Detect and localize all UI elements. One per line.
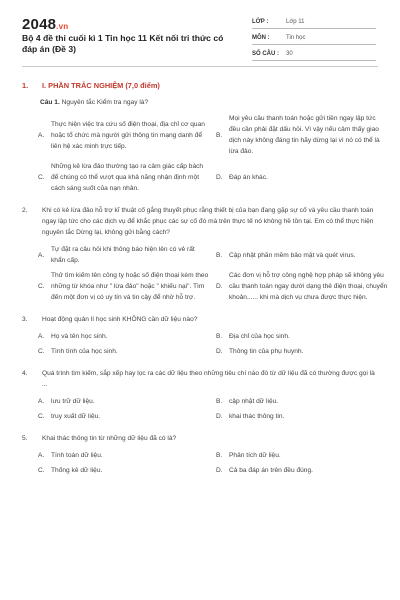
option-text: Địa chỉ của học sinh.: [229, 333, 290, 340]
meta-panel: [252, 16, 376, 64]
option-text: Những kẻ lừa đảo thường tạo ra cảm giác cấp bách để chúng có thể vượt qua khả năng nhận định một cách sáng suốt của nạn nhân.: [51, 163, 204, 192]
option-b[interactable]: [216, 244, 388, 266]
meta-key: MÔN :: [252, 35, 270, 41]
options-q1: [38, 113, 382, 194]
option-text: Cả ba đáp án trên đều đúng.: [229, 467, 313, 474]
logo-suffix: .vn: [56, 22, 69, 31]
section-title: I. PHẦN TRẮC NGHIỆM (7,0 điểm): [42, 81, 160, 90]
question-4: [20, 368, 382, 390]
option-letter: A.: [38, 452, 45, 459]
option-a[interactable]: [38, 331, 210, 342]
option-d[interactable]: [216, 411, 388, 422]
option-letter: D.: [216, 283, 223, 290]
question-number: 4.: [22, 370, 28, 377]
option-text: Thông tin của phụ huynh.: [229, 348, 304, 355]
options-q4: [38, 396, 382, 422]
meta-value: 30: [286, 51, 293, 57]
option-d[interactable]: [216, 465, 388, 476]
option-text: truy xuất dữ liệu.: [51, 413, 101, 420]
question-5: [20, 433, 382, 444]
option-letter: A.: [38, 251, 45, 259]
option-letter: A.: [38, 131, 45, 139]
question-number: 2.: [22, 207, 28, 214]
option-letter: A.: [38, 398, 45, 405]
option-letter: A.: [38, 333, 45, 340]
option-a[interactable]: [38, 396, 210, 407]
option-b[interactable]: [216, 396, 388, 407]
option-letter: B.: [216, 452, 223, 459]
option-c[interactable]: [38, 270, 210, 303]
option-text: cập nhật dữ liệu.: [229, 398, 279, 405]
document-title: Bộ 4 đề thi cuối kì 1 Tin học 11 Kết nối tri thức có đáp án (Đề 3): [22, 33, 224, 54]
option-c[interactable]: [38, 411, 210, 422]
option-text: Thử tìm kiếm tên công ty hoặc số điện thoại kèm theo những từ khóa như " lừa đảo" hoặc " khiếu nại". Tìm đến một đơn vị có uy tín và tin cậy để nhờ hỗ trợ.: [51, 272, 209, 301]
option-b[interactable]: [216, 113, 388, 157]
question-1: [40, 97, 382, 108]
option-text: Mọi yêu cầu thanh toán hoặc gửi tiền ngay lập tức đều cần phải đặt dấu hỏi. Vì vậy nếu cảm thấy giao dịch này không đáng tin hãy dừng lại vì nó có thể là lừa đảo.: [229, 115, 380, 155]
option-letter: B.: [216, 251, 223, 259]
option-letter: C.: [38, 413, 45, 420]
question-2: [20, 205, 382, 238]
option-a[interactable]: [38, 450, 210, 461]
option-letter: D.: [216, 348, 223, 355]
options-q5: [38, 450, 382, 476]
option-d[interactable]: [216, 346, 388, 357]
option-text: Thống kê dữ liệu.: [51, 467, 103, 474]
option-a[interactable]: [38, 244, 210, 266]
exam-content: [20, 80, 388, 476]
question-text: Nguyên tắc Kiểm tra ngay là?: [61, 99, 149, 106]
option-letter: C.: [38, 283, 45, 290]
option-b[interactable]: [216, 450, 388, 461]
option-b[interactable]: [216, 331, 388, 342]
option-d[interactable]: [216, 161, 388, 194]
meta-row-count: [252, 48, 376, 61]
option-letter: D.: [216, 413, 223, 420]
meta-value: Tin học: [286, 35, 306, 41]
option-a[interactable]: [38, 113, 210, 157]
option-text: lưu trữ dữ liệu.: [51, 398, 95, 405]
option-text: Phân tích dữ liệu.: [229, 452, 281, 459]
meta-key: SỐ CÂU :: [252, 51, 279, 57]
question-text: Hoạt động quản lí học sinh KHÔNG cần dữ liệu nào?: [42, 316, 198, 323]
option-d[interactable]: [216, 270, 388, 303]
option-text: Tính toán dữ liệu.: [51, 452, 103, 459]
meta-row-subject: [252, 32, 376, 45]
option-letter: C.: [38, 467, 45, 474]
option-text: Thực hiện việc tra cứu số điện thoại, địa chỉ cơ quan hoặc tổ chức mà người gửi thông tin mạng danh để liên hệ xác minh trực tiếp.: [51, 120, 205, 150]
option-text: Đáp án khác.: [229, 174, 268, 181]
meta-key: LỚP :: [252, 19, 269, 25]
option-c[interactable]: [38, 346, 210, 357]
option-text: Tình tình của học sinh.: [51, 348, 118, 355]
option-text: Các đơn vị hỗ trợ công nghệ hợp pháp sẽ không yêu cầu thanh toán ngay dưới dạng thẻ điện thoại, chuyển khoản...... khi mà dịch vụ chưa được thực hiện.: [229, 272, 388, 301]
header-divider: [22, 66, 378, 67]
section-heading: [20, 80, 382, 91]
option-letter: C.: [38, 348, 45, 355]
question-text: Khai thác thông tin từ những dữ liệu đã có là?: [42, 435, 177, 442]
logo-text: 2048: [22, 16, 57, 33]
option-letter: B.: [216, 333, 223, 340]
option-letter: D.: [216, 467, 223, 474]
option-text: Họ và tên học sinh.: [51, 333, 108, 340]
site-logo[interactable]: [22, 16, 68, 33]
option-c[interactable]: [38, 161, 210, 194]
option-text: khai thác thông tin.: [229, 413, 285, 420]
option-letter: B.: [216, 398, 223, 405]
meta-row-class: [252, 16, 376, 29]
question-number: 5.: [22, 435, 28, 442]
question-label: Câu 1.: [40, 99, 60, 106]
option-text: Cập nhật phần mềm bảo mật và quét virus.: [229, 251, 356, 259]
question-text: Khi có kẻ lừa đảo hỗ trợ kĩ thuật cố gắng thuyết phục rằng thiết bị của bạn đang gặp sự cố và yêu cầu thanh toán ngay lập tức cho các dịch vụ để khắc phục các sự cố đó mà trên thực tế nó không hề tồn tại. Em có thể thực hiện nguyên tắc Dừng lại, không gửi bằng cách?: [42, 207, 374, 236]
options-q2: [38, 244, 388, 303]
meta-value: Lớp 11: [286, 19, 305, 25]
options-q3: [38, 331, 382, 357]
section-number: 1.: [22, 81, 29, 90]
option-letter: D.: [216, 174, 223, 181]
option-letter: B.: [216, 131, 223, 139]
option-c[interactable]: [38, 465, 210, 476]
option-letter: C.: [38, 174, 45, 181]
option-text: Tự đặt ra câu hỏi khi thông báo hiện lên có vẻ rất khẩn cấp.: [51, 246, 195, 264]
question-number: 3.: [22, 316, 28, 323]
question-3: [20, 314, 382, 325]
question-text: Quá trình tìm kiếm, sắp xếp hay lọc ra các dữ liệu theo những tiêu chí nào đó từ dữ liệu đã có thường được gọi là ...: [42, 370, 375, 388]
